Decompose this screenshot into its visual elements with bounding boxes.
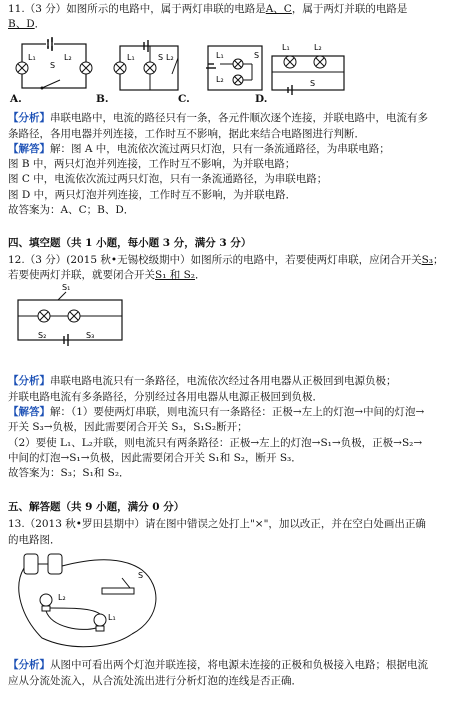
q13-fig-l2-label: L₂ [58, 593, 66, 602]
q12-question: 12.（3 分）(2015 秋•无锡校级期中）如图所示的电路中，若要使两灯串联，应闭合开关S₃； [8, 254, 444, 266]
q11-answer-series: A、C [265, 3, 292, 15]
fig-c-l2-label: L₂ [216, 75, 224, 84]
q11-solution-d: 图 D 中，两只灯泡并列连接，工作时互不影响，为并联电路． [8, 189, 297, 201]
q13-fig-l1-label: L₁ [108, 613, 116, 622]
fig-a-switch-label: S [50, 61, 56, 70]
q11-answer-parallel: B、D [8, 18, 35, 30]
fig-c-l1-label: L₁ [216, 51, 224, 60]
fig-d-label: D. [255, 93, 268, 105]
q12-fig-s3-label: S₃ [86, 331, 95, 340]
q12-answer-series: S₃ [421, 254, 433, 266]
q12-analysis-cont: 并联电路电流有多条路径，分别经过各用电器从电源正极回到负极． [8, 391, 323, 403]
q11-question-cont: B、D． [8, 18, 46, 30]
fig-b-switch-label: S [158, 53, 164, 62]
q13-question: 13.（2013 秋•罗田县期中）请在图中错误之处打上"×"，加以改正，并在空白处画出正确 [8, 518, 426, 530]
q12-analysis: 【分析】串联电路电流只有一条路径，电流依次经过各用电器从正极回到电源负极； [8, 375, 397, 387]
fig-d-l2-label: L₂ [314, 43, 322, 52]
fig-d-switch-label: S [310, 79, 316, 88]
q12-answer-parallel: S₁ 和 S₂ [155, 269, 195, 281]
q12-solution-c: （2）要使 L₁、L₂并联，则电流只有两条路径：正极→左上的灯泡→S₁→负极，正极→S₂→ [8, 437, 423, 449]
q11-solution: 【解答】解：图 A 中，电流依次流过两只灯泡，只有一条流通路径，为串联电路； [8, 143, 390, 155]
q12-solution: 【解答】解：（1）要使两灯串联，则电流只有一条路径：正极→左上的灯泡→中间的灯泡→ [8, 406, 425, 418]
q11-solution-c: 图 C 中，电流依次流过两只灯泡，只有一条流通路径，为串联电路； [8, 173, 328, 185]
q11-solution-b: 图 B 中，两只灯泡并列连接，工作时互不影响，为并联电路； [8, 158, 296, 170]
fig-d-l1-label: L₁ [282, 43, 290, 52]
fig-c-label: C. [178, 93, 190, 105]
q12-circuit-diagram [14, 283, 126, 346]
q12-solution-b: 开关 S₃→负极，因此需要闭合开关 S₃，S₁S₂断开； [8, 421, 248, 433]
circuit-diagram-b [114, 40, 184, 94]
q13-analysis: 【分析】从图中可看出两个灯泡并联连接，将电源未连接的正极和负极接入电路；根据电流 [8, 659, 428, 671]
q13-analysis-cont: 应从分流处流入，从合流处流出进行分析灯泡的连线是否正确． [8, 675, 302, 687]
q11-analysis-cont: 条路径，各用电器并列连接，工作时互不影响，据此来结合电路图进行判断． [8, 128, 365, 140]
fig-c-switch-label: S [254, 51, 260, 60]
fig-a-l1-label: L₁ [28, 53, 36, 62]
fig-a-label: A. [10, 93, 22, 105]
q11-question: 11.（3 分）如图所示的电路中，属于两灯串联的电路是A、C，属于两灯并联的电路是 [8, 3, 408, 15]
fig-a-l2-label: L₂ [64, 53, 72, 62]
q11-final-answer: 故答案为：A、C；B、D． [8, 204, 135, 216]
fig-b-l1-label: L₁ [127, 53, 135, 62]
q12-fig-s1-label: S₁ [62, 283, 71, 292]
q12-fig-s2-label: S₂ [38, 331, 47, 340]
fig-b-label: B. [96, 93, 109, 105]
q12-question-cont: 若要使两灯并联，就要闭合开关S₁ 和 S₂． [8, 269, 206, 281]
section-4-heading: 四、填空题（共 1 小题，每小题 3 分，满分 3 分） [8, 237, 252, 249]
circuit-diagram-a [14, 38, 94, 94]
fig-b-l2-label: L₂ [166, 53, 174, 62]
q12-solution-d: 中间的灯泡→S₁→负极，因此需要闭合开关 S₁和 S₂，断开 S₃． [8, 452, 302, 464]
q13-question-cont: 的电路图． [8, 534, 61, 546]
section-5-heading: 五、解答题（共 9 小题，满分 0 分） [8, 501, 185, 513]
q13-circuit-sketch [12, 548, 172, 654]
q12-final-answer: 故答案为：S₃；S₁和 S₂． [8, 467, 130, 479]
q13-fig-switch-label: S [138, 571, 144, 580]
circuit-diagram-d [268, 40, 348, 96]
circuit-diagram-c [204, 42, 266, 96]
q11-analysis: 【分析】串联电路中，电流的路径只有一条，各元件顺次逐个连接，并联电路中，电流有多 [8, 112, 428, 124]
